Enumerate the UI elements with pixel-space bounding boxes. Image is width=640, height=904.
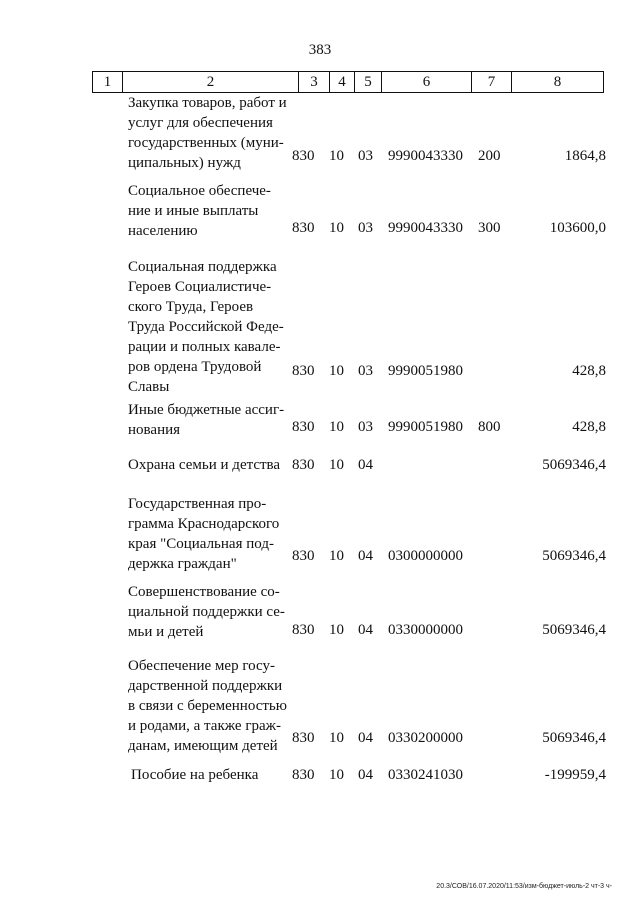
description-line: ров ордена Трудовой bbox=[128, 359, 262, 375]
row-description bbox=[128, 257, 287, 397]
description-line: данам, имеющим детей bbox=[128, 738, 278, 754]
description-line: Пособие на ребенка bbox=[131, 767, 259, 783]
description-line: мьи и детей bbox=[128, 624, 204, 640]
page-number: 383 bbox=[308, 42, 332, 58]
description-line: ского Труда, Героев bbox=[128, 299, 254, 315]
header-col-1: 1 bbox=[93, 72, 123, 92]
cell-ved: 830 bbox=[292, 767, 315, 783]
description-line: услуг для обеспечения bbox=[128, 115, 273, 131]
description-line: ципальных) нужд bbox=[128, 155, 241, 171]
description-line: Совершенствование со- bbox=[128, 584, 280, 600]
cell-pr: 03 bbox=[358, 220, 373, 236]
cell-ved: 830 bbox=[292, 622, 315, 638]
description-line: Социальная поддержка bbox=[128, 259, 277, 275]
cell-rz: 10 bbox=[329, 548, 344, 564]
cell-pr: 03 bbox=[358, 363, 373, 379]
description-line: грамма Краснодарского bbox=[128, 516, 280, 532]
description-line: Героев Социалистиче- bbox=[128, 279, 272, 295]
cell-ved: 830 bbox=[292, 419, 315, 435]
cell-ved: 830 bbox=[292, 148, 315, 164]
description-line: населению bbox=[128, 223, 198, 239]
cell-rz: 10 bbox=[329, 457, 344, 473]
table-header bbox=[92, 71, 604, 93]
cell-pr: 04 bbox=[358, 767, 373, 783]
cell-pr: 04 bbox=[358, 730, 373, 746]
cell-csr: 0300000000 bbox=[388, 548, 463, 564]
description-line: Государственная про- bbox=[128, 496, 267, 512]
cell-csr: 9990051980 bbox=[388, 363, 463, 379]
description-line: нования bbox=[128, 422, 181, 438]
cell-ved: 830 bbox=[292, 363, 315, 379]
description-line: циальной поддержки се- bbox=[128, 604, 285, 620]
row-description bbox=[128, 455, 298, 475]
cell-vr: 200 bbox=[478, 148, 501, 164]
cell-csr: 9990051980 bbox=[388, 419, 463, 435]
cell-csr: 0330241030 bbox=[388, 767, 463, 783]
header-col-6: 6 bbox=[382, 72, 472, 92]
cell-pr: 04 bbox=[358, 622, 373, 638]
header-col-3: 3 bbox=[299, 72, 330, 92]
description-line: края "Социальная под- bbox=[128, 536, 274, 552]
row-description bbox=[128, 582, 289, 642]
cell-rz: 10 bbox=[329, 148, 344, 164]
cell-ved: 830 bbox=[292, 220, 315, 236]
cell-vr: 300 bbox=[478, 220, 501, 236]
header-col-5: 5 bbox=[355, 72, 382, 92]
cell-pr: 03 bbox=[358, 419, 373, 435]
cell-pr: 04 bbox=[358, 457, 373, 473]
cell-ved: 830 bbox=[292, 457, 315, 473]
cell-pr: 04 bbox=[358, 548, 373, 564]
description-line: Славы bbox=[128, 379, 170, 395]
row-description bbox=[128, 400, 287, 440]
description-line: Труда Российской Феде- bbox=[128, 319, 284, 335]
header-col-7: 7 bbox=[472, 72, 512, 92]
description-line: Социальное обеспече- bbox=[128, 183, 271, 199]
description-line: Охрана семьи и детства bbox=[128, 457, 281, 473]
cell-sum: 5069346,4 bbox=[542, 457, 606, 473]
cell-csr: 9990043330 bbox=[388, 148, 463, 164]
cell-sum: 5069346,4 bbox=[542, 622, 606, 638]
description-line: и родами, а также граж- bbox=[128, 718, 281, 734]
description-line: Закупка товаров, работ и bbox=[128, 95, 287, 111]
cell-sum: 103600,0 bbox=[549, 220, 606, 236]
cell-ved: 830 bbox=[292, 548, 315, 564]
description-line: Обеспечение мер госу- bbox=[128, 658, 275, 674]
cell-csr: 0330200000 bbox=[388, 730, 463, 746]
row-description bbox=[128, 181, 287, 241]
cell-sum: 5069346,4 bbox=[542, 730, 606, 746]
description-line: дарственной поддержки bbox=[128, 678, 283, 694]
cell-rz: 10 bbox=[329, 220, 344, 236]
cell-rz: 10 bbox=[329, 363, 344, 379]
description-line: держка граждан" bbox=[128, 556, 237, 572]
header-col-4: 4 bbox=[330, 72, 355, 92]
cell-sum: 428,8 bbox=[572, 363, 606, 379]
cell-csr: 0330000000 bbox=[388, 622, 463, 638]
header-col-2: 2 bbox=[123, 72, 299, 92]
description-line: рации и полных кавале- bbox=[128, 339, 281, 355]
cell-sum: -199959,4 bbox=[544, 767, 606, 783]
description-line: государственных (муни- bbox=[128, 135, 284, 151]
description-line: в связи с беременностью bbox=[128, 698, 287, 714]
row-description bbox=[128, 656, 290, 756]
cell-pr: 03 bbox=[358, 148, 373, 164]
row-description bbox=[128, 494, 289, 574]
cell-rz: 10 bbox=[329, 767, 344, 783]
cell-rz: 10 bbox=[329, 419, 344, 435]
cell-sum: 5069346,4 bbox=[542, 548, 606, 564]
cell-ved: 830 bbox=[292, 730, 315, 746]
description-line: Иные бюджетные ассиг- bbox=[128, 402, 285, 418]
cell-vr: 800 bbox=[478, 419, 501, 435]
cell-rz: 10 bbox=[329, 730, 344, 746]
description-line: ние и иные выплаты bbox=[128, 203, 259, 219]
row-description bbox=[128, 93, 287, 173]
row-description bbox=[131, 765, 291, 785]
cell-sum: 1864,8 bbox=[564, 148, 606, 164]
header-col-8: 8 bbox=[553, 74, 562, 90]
cell-rz: 10 bbox=[329, 622, 344, 638]
document-footer: 20.3/СОВ/16.07.2020/11:53/изм-бюджет-июль-2 чт-3 ч- bbox=[436, 883, 612, 890]
cell-csr: 9990043330 bbox=[388, 220, 463, 236]
cell-sum: 428,8 bbox=[572, 419, 606, 435]
